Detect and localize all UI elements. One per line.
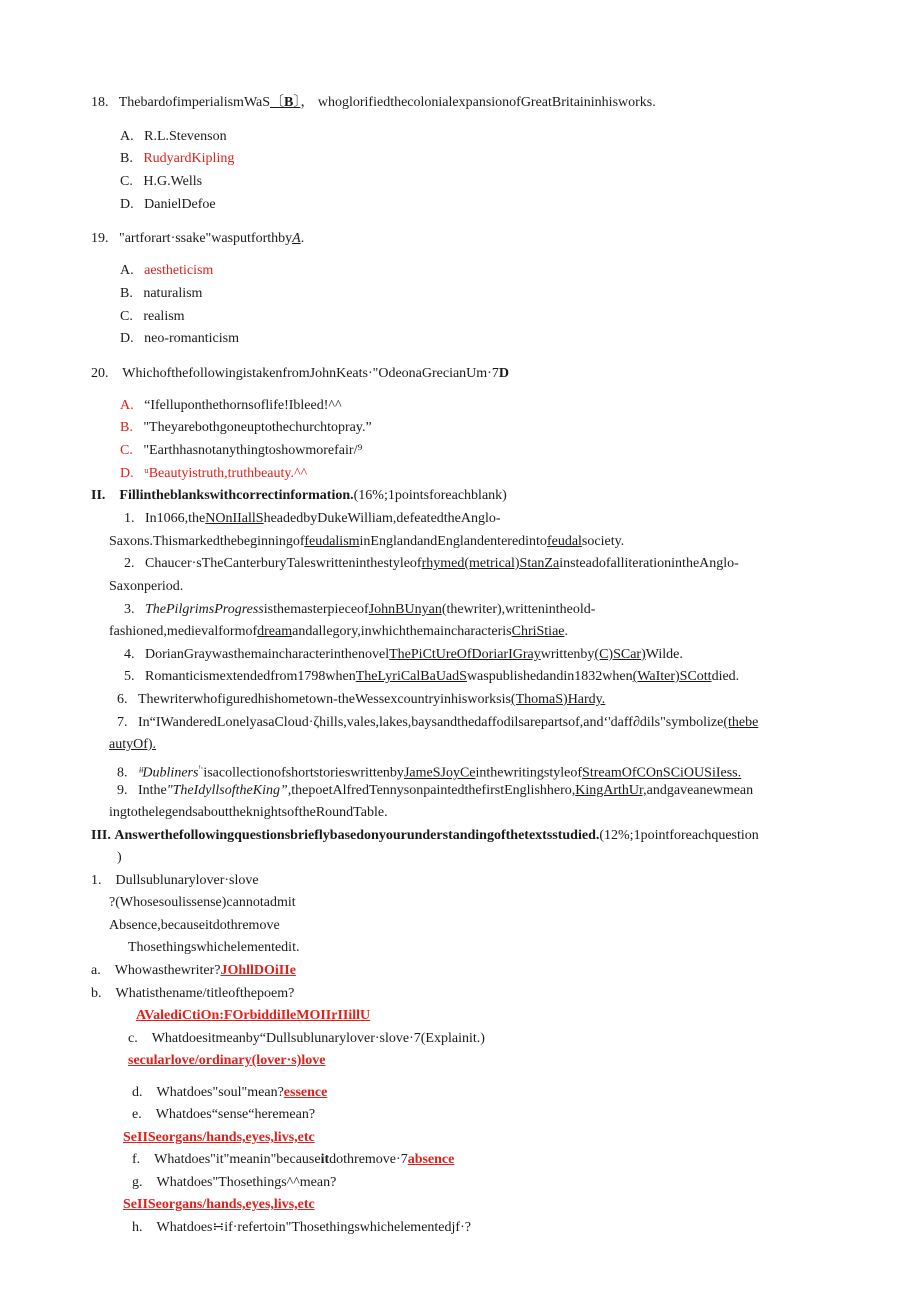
poem-line-2: ?(Whosesoulissense)cannotadmit (109, 895, 296, 910)
answer-blank: JameSJoyCe (403, 765, 476, 781)
question-e: e. Whatdoes“sense“heremean? (132, 1107, 316, 1122)
fill-item-8: 8. ᶤᶤDubliners$^{ᶠ\cdot}$isacollectionofshortstorieswrittenbyJameSJoyCeinthewritingstyleofStreamOfCOnSCiOUSiIess. (117, 763, 742, 781)
question-b: b. Whatisthename/titleofthepoem? (91, 986, 295, 1001)
section-3-heading: III. Answerthefollowingquestionsbrieflybasedonyourunderstandingofthetextsstudied.(12%;1pointforeachquestion (91, 828, 759, 843)
question-g: g. Whatdoes"Thosethings^^mean? (132, 1175, 337, 1190)
fill-item-4: 4. DorianGraywasthemaincharacterinthenovelThePiCtUreOfDoriarIGraywrittenby(C)SCar)Wilde. (124, 647, 683, 662)
option-d: D. DanielDefoe (120, 197, 216, 212)
fill-item-3-cont: fashioned,medievalformofdreamandallegory,inwhichthemaincharacterisChriStiae. (109, 624, 568, 639)
option-c: C. H.G.Wells (120, 174, 203, 189)
option-b: B. naturalism (120, 286, 203, 301)
fill-item-5: 5. Romanticismextendedfrom1798whenTheLyriCalBaUadSwaspublishedandin1832when(WaIter)SCottdied. (124, 669, 740, 684)
option-a: A. “Ifelluponthethornsoflife!Ibleed!^^ (120, 398, 342, 413)
answer-blank: ChriStiae (511, 624, 565, 639)
option-a: A. R.L.Stevenson (120, 129, 227, 144)
question-h: h. Whatdoes∺if·refertoin"Thosethingswhichelementedjf·? (132, 1220, 471, 1235)
answer-blank: TheLyriCalBaUadS (355, 669, 467, 684)
fill-item-9: 9. Inthe"TheIdyllsoftheKing”,thepoetAlfredTennysonpaintedthefirstEnglishhero,KingArthUr,andgaveanewmean (117, 783, 754, 798)
answer-blank: (ThomaS)Hardy. (510, 692, 606, 707)
option-b: B. RudyardKipling (120, 151, 235, 166)
question-a: a. Whowasthewriter?JOhllDOiIIe (91, 963, 296, 978)
option-d: D. neo-romanticism (120, 331, 239, 346)
answer-g: SeIISeorgans/hands,eyes,livs,etc (123, 1197, 315, 1212)
option-a: A. aestheticism (120, 263, 214, 278)
answer: JOhllDOiIIe (220, 963, 296, 978)
poem-line-4: Thosethingswhichelementedit. (128, 940, 300, 955)
answer-blank: 〔B〕 (270, 95, 301, 110)
correct-answer: aestheticism (144, 263, 214, 278)
answer: essence (283, 1085, 328, 1100)
answer-blank: JohnBUnyan (368, 602, 442, 617)
section-3-heading-cont: ) (117, 850, 122, 865)
section-2-heading: II. Fillintheblankswithcorrectinformation.(16%;1pointsforeachblank) (91, 488, 507, 503)
answer-blank: dream (257, 624, 293, 639)
fill-item-1: 1. In1066,theNOnIIallSheadedbyDukeWilliam,defeatedtheAnglo- (124, 511, 501, 526)
answer-blank: rhymed(metrical)StanZa (421, 556, 560, 571)
correct-answer: RudyardKipling (143, 151, 235, 166)
answer-c: secularlove/ordinary(lover·s)love (128, 1053, 326, 1068)
fill-item-7: 7. In“IWanderedLonelyasaCloud·ζhills,vales,lakes,baysandthedaffodilsarepartsof,and‘'daff∂dils"symbolize(thebe (117, 715, 759, 730)
option-c: C. realism (120, 309, 185, 324)
fill-item-2: 2. Chaucer·sTheCanterburyTaleswritteninthestyleofrhymed(metrical)StanZainsteadofalliterationintheAnglo- (124, 556, 739, 571)
q20-stem: 20. WhichofthefollowingistakenfromJohnKeats·"OdeonaGrecianUm·7D (91, 366, 509, 381)
question-c: c. Whatdoesitmeanby“Dullsublunarylover·slove·7(Explainit.) (128, 1031, 485, 1046)
answer-blank: ThePiCtUreOfDoriarIGray (389, 647, 541, 662)
option-c: C. "Earthhasnotanythingtoshowmorefair/⁹ (120, 443, 363, 458)
option-d: D. ᵘBeautyistruth,truthbeauty.^^ (120, 466, 308, 481)
q19-stem: 19. "artforart·ssake"wasputforthbyA. (91, 231, 305, 246)
answer-blank: NOnIIallS (205, 511, 264, 526)
fill-item-1-cont: Saxons.ThismarkedthebeginningoffeudalisminEnglandandEnglandenteredintofeudalsociety. (109, 534, 625, 549)
question-number: 19. (91, 231, 109, 246)
fill-item-9-cont: ingtothelegendsabouttheknightsoftheRoundTable. (109, 805, 388, 820)
q18-stem: 18. ThebardofimperialismWaS〔B〕， whoglorifiedthecolonialexpansionofGreatBritaininhisworks. (91, 95, 656, 110)
answer-e: SeIISeorgans/hands,eyes,livs,etc (123, 1130, 315, 1145)
poem-line-3: Absence,becauseitdothremove (109, 918, 280, 933)
answer-blank: feudal (546, 534, 582, 549)
fill-item-7-cont (109, 736, 156, 754)
question-d: d. Whatdoes"soul"mean?essence (132, 1085, 328, 1100)
answer-blank: StreamOfCOnSCiOUSiIess. (582, 765, 742, 781)
answer-blank: KingArthUr, (575, 783, 647, 798)
answer-blank: autyOf). (109, 737, 157, 752)
fill-item-2-cont: Saxonperiod. (109, 579, 184, 594)
answer-blank: (WaIter)SCott (632, 669, 712, 684)
fill-item-3: 3. ThePilgrimsProgressisthemasterpieceofJohnBUnyan(thewriter),writtenintheold- (124, 602, 596, 617)
answer-b: AValediCtiOn:FOrbiddiIleMOIIrIIillU (136, 1008, 371, 1023)
answer: D (498, 366, 509, 381)
option-b: B. "Theyarebothgoneuptothechurchtopray.” (120, 420, 372, 435)
fill-item-6: 6. Thewriterwhofiguredhishometown-theWessexcountryinhisworksis(ThomaS)Hardy. (117, 692, 606, 707)
question-number: 20. (91, 366, 109, 381)
answer-blank: A (292, 231, 301, 246)
question-f: f. Whatdoes"it"meanin"becauseitdothremove·7absence (132, 1152, 455, 1167)
answer-blank: (thebe (723, 715, 759, 730)
answer-blank: (C)SCar) (594, 647, 646, 662)
answer-blank: feudalism (304, 534, 360, 549)
poem-line-1: 1. Dullsublunarylover·slove (91, 873, 259, 888)
question-number: 18. (91, 95, 109, 110)
answer: absence (407, 1152, 455, 1167)
